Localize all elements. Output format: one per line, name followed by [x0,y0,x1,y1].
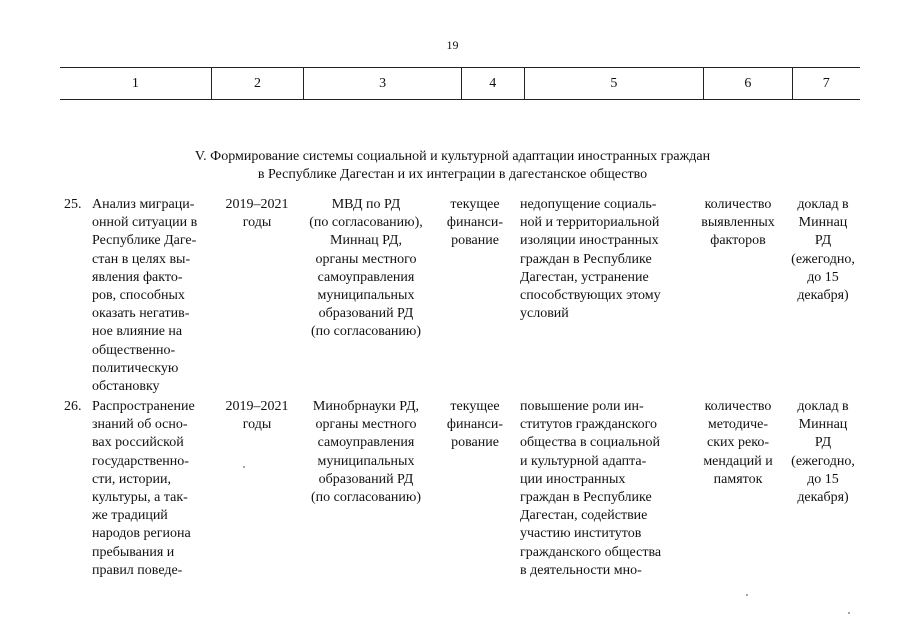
expected-result: повышение роли ин- ститутов гражданского общества в социальной и культурной адапта- ции иностранных граждан в Республике Дагестан, содействие участию институтов гражданского общества в деятельности мно- [520,399,662,578]
column-number-6: 6 [703,68,791,99]
expected-result: недопущение социаль- ной и территориальной изоляции иностранных граждан в Республике Дагестан, устранение способствующих этому условий [520,197,661,322]
section-title: V. Формирование системы социальной и культурной адаптации иностранных граждан в Республике Дагестан и их интеграции в дагестанское общество [194,149,711,182]
financing-source: текущее финанси- рование [446,197,504,249]
column-number-7: 7 [792,68,860,99]
scan-speck [848,612,850,614]
financing-source: текущее финанси- рование [446,399,504,451]
scan-speck [746,594,748,596]
report-form: доклад в Миннац РД (ежегодно, до 15 декабря) [791,197,855,304]
implementation-term: 2019–2021 годы [225,197,289,231]
column-number-2: 2 [211,68,303,99]
task-description: Распространение знаний об осно- вах российской государственно- сти, истории, культуры, а так- же традиций народов региона пребывания и правил поведе- [92,399,195,578]
row-number: 25. [64,197,82,212]
indicator: количество методиче- ских реко- мендаций и памяток [703,399,773,487]
column-number-4: 4 [461,68,524,99]
report-form: доклад в Миннац РД (ежегодно, до 15 декабря) [791,399,855,506]
responsible-executors: Минобрнауки РД, органы местного самоуправления муниципальных образований РД (по согласованию) [310,399,422,506]
column-number-3: 3 [303,68,461,99]
indicator: количество выявленных факторов [701,197,775,249]
column-number-header [60,67,860,100]
responsible-executors: МВД по РД (по согласованию), Миннац РД, органы местного самоуправления муниципальных образований РД (по согласованию) [309,197,423,340]
row-number: 26. [64,399,82,414]
column-number-1: 1 [131,75,139,91]
implementation-term: 2019–2021 годы [225,399,289,433]
scan-speck [243,466,245,468]
task-description: Анализ миграци- онной ситуации в Республике Даге- стан в целях вы- явления факто- ров, способных оказать негатив- ное влияние на общественно- политическую обстановку [92,197,198,395]
column-number-5: 5 [524,68,704,99]
page-number: 19 [446,38,459,52]
